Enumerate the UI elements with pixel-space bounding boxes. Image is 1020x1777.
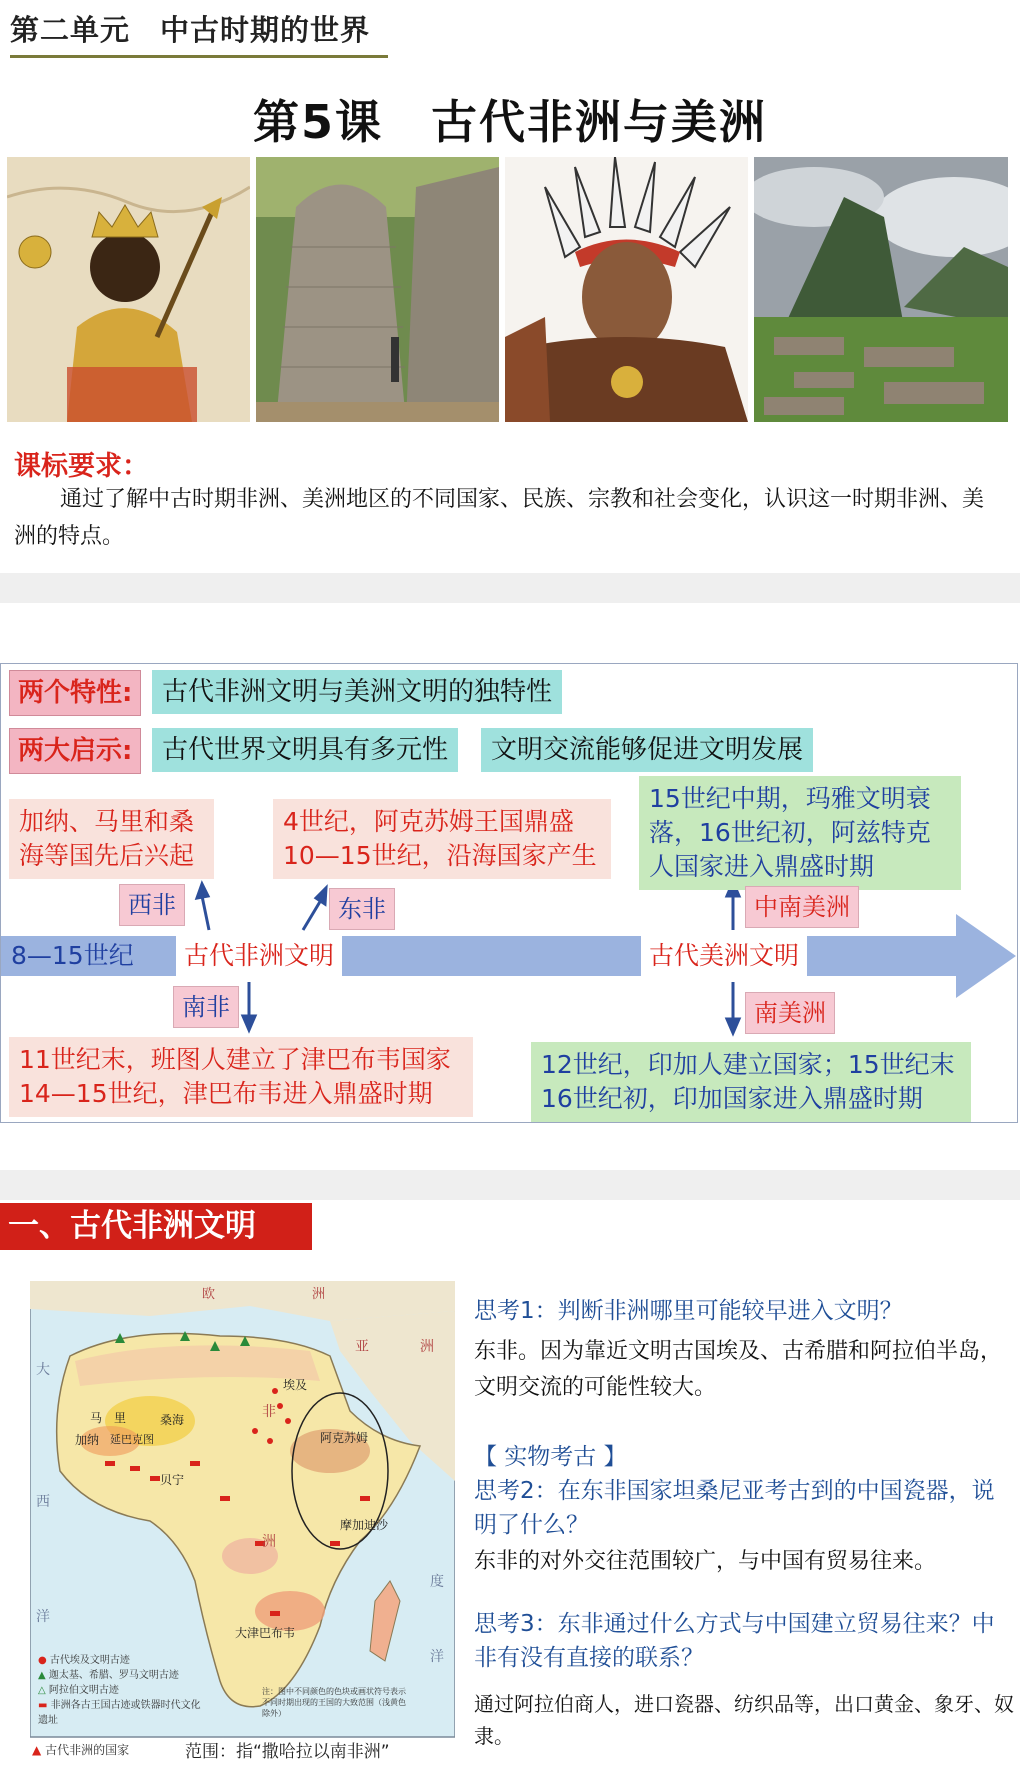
section-divider — [0, 1170, 1020, 1200]
map-label-songhai: 桑海 — [160, 1413, 185, 1427]
south-america-box — [531, 1042, 971, 1122]
legend-text: 阿拉伯文明古迹 — [48, 1685, 119, 1696]
america-civilization-label: 古代美洲文明 — [641, 934, 807, 978]
map-label-africa: 非 — [262, 1404, 276, 1420]
map-label-europe: 洲 — [312, 1287, 326, 1302]
machu-picchu-ruins-icon — [754, 157, 1008, 422]
map-label-zimbabwe: 大津巴布韦 — [235, 1626, 296, 1640]
map-label-mali: 马 里 — [90, 1411, 127, 1425]
map-label-africa: 洲 — [262, 1534, 276, 1550]
answer-2: 东非的对外交往范围较广，与中国有贸易往来。 — [474, 1549, 937, 1574]
south-africa-label: 南非 — [173, 986, 239, 1028]
map-label-europe: 欧 — [202, 1287, 216, 1302]
answer-3: 通过阿拉伯商人，进口瓷器、纺织品等，出口黄金、象牙、奴隶。 — [474, 1692, 1014, 1748]
legend-footer-text: 古代非洲的国家 — [45, 1743, 130, 1757]
traits-tag: 两个特性: — [9, 670, 141, 716]
central-america-label: 中南美洲 — [745, 886, 859, 928]
africa-map — [30, 1281, 455, 1761]
legend-text: 迦太基、希腊、罗马文明古迹 — [48, 1670, 179, 1681]
great-zimbabwe-tower-icon — [256, 157, 499, 422]
west-arrow — [202, 896, 209, 930]
map-label-ocean: 大 — [36, 1362, 50, 1378]
question-2: 思考2：在东非国家坦桑尼亚考古到的中国瓷器，说明了什么？ — [474, 1478, 995, 1538]
traits-text: 古代非洲文明与美洲文明的独特性 — [152, 670, 562, 714]
south-america-line: 12世纪，印加人建立国家；15世纪末 — [541, 1050, 955, 1079]
map-label-mogadishu: 摩加迪沙 — [340, 1518, 389, 1532]
lesson-title: 第5课 古代非洲与美洲 — [252, 95, 767, 149]
map-label-ocean: 洋 — [430, 1649, 444, 1665]
south-africa-line: 14—15世纪，津巴布韦进入鼎盛时期 — [19, 1079, 433, 1108]
west-africa-line: 加纳、马里和桑 — [19, 807, 195, 836]
map-note: 注：图中不同颜色的色块或画状符号表示不同时期出现的王国的大致范围（浅黄色除外） — [262, 1687, 406, 1718]
east-africa-box — [273, 799, 611, 879]
legend-item — [38, 1698, 208, 1728]
green-triangle-icon: ▲ — [38, 1670, 46, 1681]
map-legend — [38, 1653, 208, 1728]
south-africa-box — [9, 1037, 473, 1117]
west-africa-line: 海等国先后兴起 — [19, 841, 195, 870]
east-africa-label: 东非 — [329, 888, 395, 930]
section-divider — [0, 573, 1020, 603]
red-dot-icon: ● — [38, 1655, 47, 1666]
timeline-arrow — [1, 914, 1016, 998]
legend-item — [38, 1668, 208, 1683]
red-bar-icon: ▬ — [38, 1700, 48, 1711]
archaeology-label: 【 实物考古 】 — [474, 1444, 627, 1470]
legend-text: 非洲各古王国古迹或铁器时代文化遗址 — [38, 1700, 201, 1726]
south-america-line: 16世纪初，印加国家进入鼎盛时期 — [541, 1084, 923, 1113]
map-label-aksum: 阿克苏姆 — [320, 1431, 369, 1445]
map-label-city: 延巴克图 — [110, 1433, 154, 1446]
insights-tag: 两大启示: — [9, 728, 141, 774]
west-africa-box — [9, 799, 214, 879]
legend-text: 古代埃及文明古迹 — [49, 1655, 130, 1666]
outline-triangle-icon: △ — [38, 1685, 46, 1696]
map-label-ocean: 西 — [36, 1494, 50, 1510]
insight-2: 文明交流能够促进文明发展 — [481, 728, 813, 772]
timeline-period: 8—15世纪 — [11, 941, 134, 970]
map-label-ocean: 度 — [430, 1574, 444, 1590]
mali-king-portrait-icon — [7, 157, 250, 422]
insight-1: 古代世界文明具有多元性 — [152, 728, 458, 772]
standard-heading: 课标要求： — [14, 451, 149, 482]
central-america-box — [639, 776, 961, 890]
east-africa-line: 4世纪，阿克苏姆王国鼎盛 — [283, 807, 574, 836]
map-scope: 范围：指“撒哈拉以南非洲” — [185, 1742, 390, 1762]
section-banner: 一、古代非洲文明 — [0, 1203, 312, 1250]
east-arrow — [303, 900, 321, 930]
south-africa-line: 11世纪末，班图人建立了津巴布韦国家 — [19, 1045, 451, 1074]
map-label-egypt: 埃及 — [283, 1378, 308, 1392]
west-africa-label: 西非 — [119, 884, 185, 926]
map-legend-footer — [32, 1741, 129, 1758]
central-america-line: 人国家进入鼎盛时期 — [649, 852, 875, 881]
map-label-ghana: 加纳 — [75, 1433, 100, 1447]
map-label-asia: 洲 — [420, 1339, 434, 1355]
central-america-line: 15世纪中期，玛雅文明衰 — [649, 784, 931, 813]
central-america-line: 落，16世纪初，阿兹特克 — [649, 818, 931, 847]
standard-text: 通过了解中古时期非洲、美洲地区的不同国家、民族、宗教和社会变化，认识这一时期非洲、美洲的特点。 — [14, 487, 985, 549]
map-label-ocean: 洋 — [36, 1609, 50, 1625]
legend-item — [38, 1653, 208, 1668]
map-label-benin: 贝宁 — [160, 1473, 185, 1487]
answer-1: 东非。因为靠近文明古国埃及、古希腊和阿拉伯半岛，文明交流的可能性较大。 — [474, 1339, 1003, 1400]
summary-diagram — [0, 663, 1018, 1123]
question-3: 思考3：东非通过什么方式与中国建立贸易往来？中非有没有直接的联系？ — [474, 1611, 995, 1671]
map-label-asia: 亚 — [355, 1339, 369, 1355]
africa-civilization-label: 古代非洲文明 — [176, 934, 342, 978]
east-africa-line: 10—15世纪，沿海国家产生 — [283, 841, 597, 870]
red-triangle-icon: ▲ — [32, 1743, 42, 1757]
native-american-chief-icon — [505, 157, 748, 422]
south-america-label: 南美洲 — [745, 992, 835, 1034]
legend-item — [38, 1683, 208, 1698]
question-1: 思考1：判断非洲哪里可能较早进入文明？ — [474, 1298, 903, 1324]
unit-title: 第二单元 中古时期的世界 — [10, 13, 371, 47]
unit-title-underline — [10, 55, 388, 58]
